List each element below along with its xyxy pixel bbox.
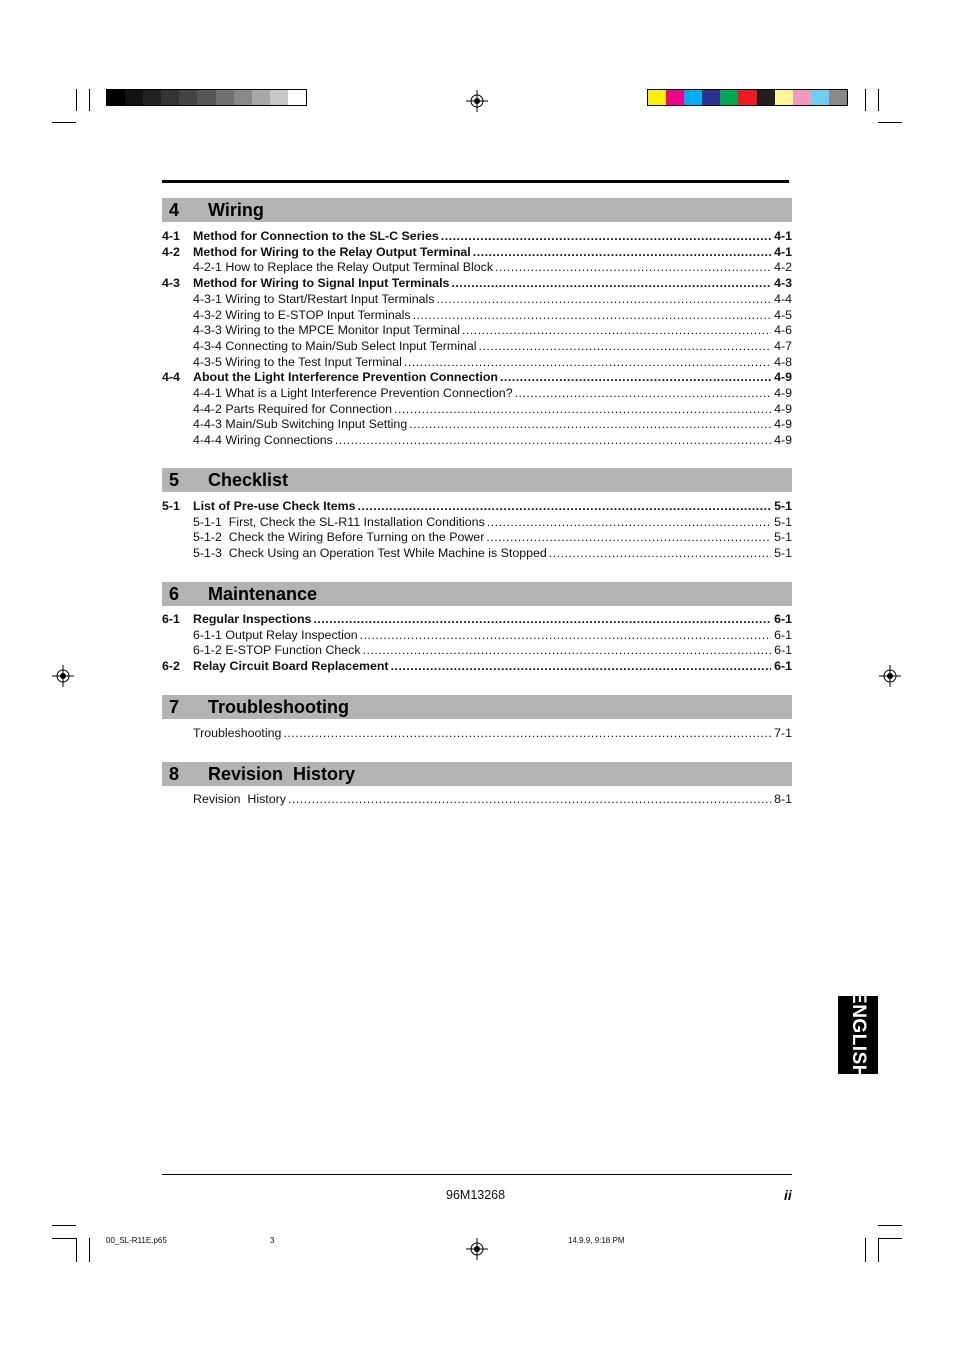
toc-entry[interactable] bbox=[162, 245, 792, 260]
toc-entry-title: Method for Connection to the SL-C Series bbox=[193, 229, 439, 243]
toc-dot-leader bbox=[500, 370, 771, 385]
gray-swatch bbox=[125, 90, 143, 105]
gray-swatch bbox=[234, 90, 252, 105]
toc-entry-number: 4-3 bbox=[162, 276, 180, 291]
toc-entry-page: 4-6 bbox=[774, 323, 792, 338]
color-swatch bbox=[829, 90, 847, 105]
crop-mark bbox=[878, 1225, 902, 1226]
toc-entry-page: 6-1 bbox=[774, 627, 792, 642]
toc-entry-title: Troubleshooting bbox=[193, 726, 282, 740]
toc-entry[interactable] bbox=[162, 402, 792, 417]
toc-entry-title: Method for Wiring to the Relay Output Terminal bbox=[193, 244, 471, 259]
crop-mark bbox=[878, 89, 879, 111]
toc-dot-leader bbox=[360, 628, 771, 643]
registration-mark-icon bbox=[466, 90, 488, 112]
toc-entry-title: List of Pre-use Check Items bbox=[193, 499, 356, 513]
color-swatch bbox=[648, 90, 666, 105]
toc-entry-page: 4-9 bbox=[774, 370, 792, 385]
gray-swatch bbox=[179, 90, 197, 105]
toc-entry-page: 4-2 bbox=[774, 260, 792, 275]
toc-entry[interactable] bbox=[162, 260, 792, 275]
slug-page: 3 bbox=[270, 1236, 275, 1245]
slug-file-name: 00_SL-R11E.p65 bbox=[106, 1236, 167, 1245]
header-rule bbox=[162, 180, 789, 183]
toc-entry[interactable] bbox=[162, 726, 792, 741]
gray-swatch bbox=[161, 90, 179, 105]
toc-entry-title: 4-4-1 What is a Light Interference Prevention Connection? bbox=[193, 386, 513, 400]
toc-entry-title: 4-4-4 Wiring Connections bbox=[193, 433, 333, 448]
toc-dot-leader bbox=[451, 276, 771, 291]
section-number: 5 bbox=[169, 469, 180, 490]
toc-entry-page: 8-1 bbox=[774, 792, 792, 806]
toc-entry[interactable] bbox=[162, 323, 792, 338]
toc-dot-leader bbox=[462, 323, 771, 338]
toc-entry[interactable] bbox=[162, 643, 792, 658]
toc-entry-title: 5-1-2 Check the Wiring Before Turning on the Power bbox=[193, 530, 485, 545]
toc-dot-leader bbox=[495, 260, 771, 275]
toc-dot-leader bbox=[313, 612, 771, 627]
crop-mark bbox=[89, 89, 90, 111]
toc-entry-page: 6-1 bbox=[774, 643, 792, 658]
toc-entry-number: 4-1 bbox=[162, 229, 180, 243]
toc-entry[interactable] bbox=[162, 339, 792, 354]
toc-dot-leader bbox=[391, 659, 772, 674]
toc-entry-number: 4-2 bbox=[162, 244, 180, 259]
toc-entry-page: 4-1 bbox=[774, 229, 792, 243]
toc-entry[interactable] bbox=[162, 292, 792, 307]
toc-entry[interactable] bbox=[162, 229, 792, 244]
toc-entry[interactable] bbox=[162, 386, 792, 401]
toc-dot-leader bbox=[473, 245, 771, 260]
toc-entry-title: 4-3-1 Wiring to Start/Restart Input Terminals bbox=[193, 291, 435, 306]
toc-entry-title: 4-3-2 Wiring to E-STOP Input Terminals bbox=[193, 307, 411, 322]
crop-mark bbox=[52, 1225, 76, 1226]
section-title: Revision History bbox=[208, 763, 356, 784]
toc-entry-title: 4-3-4 Connecting to Main/Sub Select Input Terminal bbox=[193, 338, 477, 353]
toc-entry-title: 4-3-5 Wiring to the Test Input Terminal bbox=[193, 354, 402, 369]
toc-entry-page: 6-1 bbox=[774, 659, 792, 674]
section-number: 8 bbox=[169, 763, 180, 784]
toc-entry[interactable] bbox=[162, 530, 792, 545]
section-title: Troubleshooting bbox=[208, 696, 349, 717]
section-heading bbox=[162, 468, 792, 492]
toc-entry-title: About the Light Interference Prevention Connection bbox=[193, 370, 498, 385]
section-heading bbox=[162, 762, 792, 786]
toc-entry-page: 5-1 bbox=[774, 499, 792, 513]
gray-swatch bbox=[197, 90, 215, 105]
document-code: 96M13268 bbox=[446, 1188, 506, 1202]
color-swatch bbox=[666, 90, 684, 105]
toc-dot-leader bbox=[436, 292, 771, 307]
toc-entry-title: 4-2-1 How to Replace the Relay Output Terminal Block bbox=[193, 260, 494, 275]
color-bar bbox=[647, 89, 848, 106]
crop-mark bbox=[76, 1238, 77, 1262]
toc-dot-leader bbox=[413, 308, 771, 323]
section-heading bbox=[162, 198, 792, 222]
toc-entry-page: 6-1 bbox=[774, 612, 792, 626]
toc-entry[interactable] bbox=[162, 628, 792, 643]
color-swatch bbox=[684, 90, 702, 105]
toc-entry[interactable] bbox=[162, 308, 792, 323]
toc-entry-number: 6-2 bbox=[162, 659, 180, 674]
toc-entry[interactable] bbox=[162, 499, 792, 514]
toc-entry-page: 4-9 bbox=[774, 386, 792, 400]
page-number: ii bbox=[784, 1187, 792, 1203]
toc-entry-page: 5-1 bbox=[774, 514, 792, 529]
toc-entry[interactable] bbox=[162, 370, 792, 385]
section-number: 4 bbox=[169, 199, 180, 220]
toc-dot-leader bbox=[283, 726, 771, 741]
color-swatch bbox=[720, 90, 738, 105]
color-swatch bbox=[793, 90, 811, 105]
language-tab bbox=[838, 991, 878, 1079]
toc-entry-title: Revision History bbox=[193, 792, 286, 806]
section-number: 7 bbox=[169, 696, 180, 717]
toc-entry-title: Relay Circuit Board Replacement bbox=[193, 659, 389, 674]
section-number: 6 bbox=[169, 583, 180, 604]
toc-entry-page: 4-1 bbox=[774, 244, 792, 259]
toc-entry-page: 5-1 bbox=[774, 546, 792, 561]
color-swatch bbox=[757, 90, 775, 105]
crop-mark bbox=[52, 122, 76, 123]
section-title: Maintenance bbox=[208, 583, 318, 604]
toc-entry-page: 4-3 bbox=[774, 276, 792, 291]
toc-dot-leader bbox=[487, 515, 771, 530]
slug-date: 14.9.9, 9:18 PM bbox=[568, 1236, 625, 1245]
toc-dot-leader bbox=[409, 417, 771, 432]
gray-swatch bbox=[143, 90, 161, 105]
crop-mark bbox=[89, 1238, 90, 1262]
toc-entry-page: 4-4 bbox=[774, 291, 792, 306]
toc-entry[interactable] bbox=[162, 433, 792, 448]
toc-entry-title: 4-4-3 Main/Sub Switching Input Setting bbox=[193, 417, 408, 432]
toc-entry-page: 4-8 bbox=[774, 354, 792, 369]
toc-entry-page: 4-5 bbox=[774, 307, 792, 322]
crop-mark bbox=[865, 1238, 866, 1262]
crop-mark bbox=[878, 1238, 879, 1262]
toc-entry-title: 5-1-3 Check Using an Operation Test While Machine is Stopped bbox=[193, 546, 547, 561]
toc-dot-leader bbox=[549, 546, 771, 561]
toc-entry-page: 5-1 bbox=[774, 530, 792, 545]
toc-dot-leader bbox=[404, 355, 771, 370]
toc-entry-page: 4-7 bbox=[774, 338, 792, 353]
toc-entry-title: Regular Inspections bbox=[193, 612, 312, 626]
toc-entry-title: 5-1-1 First, Check the SL-R11 Installation Conditions bbox=[193, 514, 485, 529]
footer-rule bbox=[162, 1174, 792, 1175]
registration-mark-icon bbox=[52, 665, 74, 687]
toc-entry-number: 4-4 bbox=[162, 370, 180, 385]
crop-mark bbox=[878, 1238, 902, 1239]
crop-mark bbox=[52, 1238, 76, 1239]
color-swatch bbox=[775, 90, 793, 105]
toc-entry-page: 7-1 bbox=[774, 726, 792, 740]
gray-swatch bbox=[288, 90, 306, 105]
toc-entry-page: 4-9 bbox=[774, 401, 792, 416]
section-title: Checklist bbox=[208, 469, 289, 490]
section-heading bbox=[162, 695, 792, 719]
color-swatch bbox=[738, 90, 756, 105]
toc-dot-leader bbox=[515, 386, 771, 401]
toc-entry[interactable] bbox=[162, 659, 792, 674]
toc-entry[interactable] bbox=[162, 417, 792, 432]
toc-dot-leader bbox=[486, 530, 771, 545]
toc-entry-title: 4-3-3 Wiring to the MPCE Monitor Input Terminal bbox=[193, 323, 460, 338]
toc-entry-title: 6-1-2 E-STOP Function Check bbox=[193, 643, 361, 658]
toc-entry-title: 4-4-2 Parts Required for Connection bbox=[193, 401, 393, 416]
toc-entry-title: 6-1-1 Output Relay Inspection bbox=[193, 627, 358, 642]
toc-dot-leader bbox=[441, 229, 771, 244]
gray-swatch bbox=[216, 90, 234, 105]
color-swatch bbox=[702, 90, 720, 105]
toc-entry-number: 5-1 bbox=[162, 499, 180, 513]
toc-entry-page: 4-9 bbox=[774, 417, 792, 432]
gray-swatch bbox=[252, 90, 270, 105]
registration-mark-icon bbox=[466, 1238, 488, 1260]
toc-entry[interactable] bbox=[162, 792, 792, 807]
section-heading bbox=[162, 582, 792, 606]
toc-entry-title: Method for Wiring to Signal Input Terminals bbox=[193, 276, 450, 291]
toc-entry[interactable] bbox=[162, 276, 792, 291]
toc-entry[interactable] bbox=[162, 355, 792, 370]
gray-swatch bbox=[270, 90, 288, 105]
toc-entry-number: 6-1 bbox=[162, 612, 180, 626]
crop-mark bbox=[76, 89, 77, 111]
registration-mark-icon bbox=[879, 665, 901, 687]
gray-color-bar bbox=[106, 89, 307, 106]
toc-dot-leader bbox=[479, 339, 772, 354]
crop-mark bbox=[878, 122, 902, 123]
language-tab-label: ENGLISH bbox=[848, 991, 870, 1079]
section-title: Wiring bbox=[208, 199, 264, 220]
color-swatch bbox=[811, 90, 829, 105]
crop-mark bbox=[865, 89, 866, 111]
toc-entry[interactable] bbox=[162, 546, 792, 561]
toc-dot-leader bbox=[335, 433, 771, 448]
toc-entry[interactable] bbox=[162, 612, 792, 627]
gray-swatch bbox=[107, 90, 125, 105]
toc-dot-leader bbox=[394, 402, 771, 417]
toc-dot-leader bbox=[358, 499, 772, 514]
toc-dot-leader bbox=[288, 792, 771, 807]
toc-entry[interactable] bbox=[162, 515, 792, 530]
toc-entry-page: 4-9 bbox=[774, 433, 792, 448]
toc-dot-leader bbox=[363, 643, 772, 658]
